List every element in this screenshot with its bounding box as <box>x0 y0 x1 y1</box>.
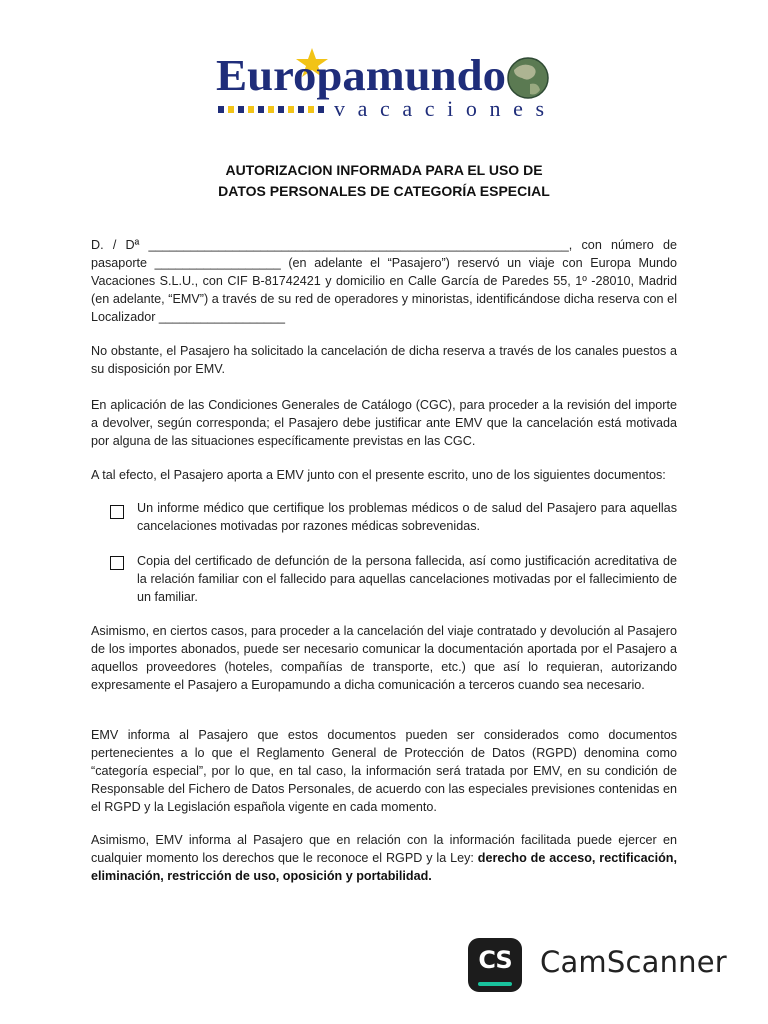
p1-line-2: pasaporte __________________ (en adelante el “Pasajero”) reservó un viaje con Europa Mundo <box>91 256 677 270</box>
checkbox-medical-report[interactable] <box>110 505 124 519</box>
paragraph-cgc: En aplicación de las Condiciones Generales de Catálogo (CGC), para proceder a la revisión del importe a devolver, según corresponda; el Pasajero debe justificar ante EMV que la cancelación está motivada por alguna de las situaciones específicamente previstas en las CGC. <box>91 398 677 448</box>
camscanner-accent-stripe <box>478 982 512 986</box>
document-title-line-1: AUTORIZACION INFORMADA PARA EL USO DE <box>225 162 543 178</box>
paragraph-documents-intro: A tal efecto, el Pasajero aporta a EMV junto con el presente escrito, uno de los siguientes documentos: <box>91 468 666 482</box>
camscanner-badge-text: CS <box>478 946 512 974</box>
paragraph-identification <box>91 236 677 326</box>
paragraph-rgpd: EMV informa al Pasajero que estos documentos pueden ser considerados como documentos pertenecientes a lo que el Reglamento General de Protección de Datos (RGPD) denomina como “categoría especial”, por lo que, en tal caso, la información será tratada por EMV, en su condición de Responsable del Fichero de Datos Personales, de acuerdo con las especiales previsiones contenidas en el RGPD y la Legislación española vigente en cada momento. <box>91 728 677 814</box>
globe-icon <box>508 58 548 98</box>
option-death-certificate: Copia del certificado de defunción de la persona fallecida, así como justificación acreditativa de la relación familiar con el fallecido para aquellas cancelaciones motivadas por el fallecimiento de un familiar. <box>137 554 677 604</box>
p1-line-1: D. / Dª ____________________________________________________________, con número de <box>91 238 677 252</box>
paragraph-rights <box>91 831 677 885</box>
rights-text: Asimismo, EMV informa al Pasajero que en relación con la información facilitada puede ejercer en cualquier momento los derechos que le reconoce el RGPD y la Ley: <box>91 833 677 865</box>
document-title-line-2: DATOS PERSONALES DE CATEGORÍA ESPECIAL <box>218 183 550 199</box>
paragraph-cancellation: No obstante, el Pasajero ha solicitado la cancelación de dicha reserva a través de los canales puestos a su disposición por EMV. <box>91 344 677 376</box>
p1-line-5: Localizador __________________ <box>91 310 285 324</box>
camscanner-logo-icon <box>468 938 522 992</box>
logo-decorative-squares <box>218 106 324 113</box>
p1-line-3: Vacaciones S.L.U., con CIF B-81742421 y domicilio en Calle García de Paredes 55, 1º -28010, Madrid <box>91 274 677 288</box>
p1-line-4: (en adelante, “EMV”) a través de su red de operadores y minoristas, identificándose dicha reserva con el <box>91 292 677 306</box>
rights-bold-text: derecho de acceso, rectificación, eliminación, restricción de uso, oposición y portabilidad. <box>91 851 677 883</box>
option-medical-report: Un informe médico que certifique los problemas médicos o de salud del Pasajero para aquellas cancelaciones motivadas por razones médicas sobrevenidas. <box>137 501 677 533</box>
camscanner-watermark <box>468 938 738 992</box>
europamundo-logo <box>214 46 550 122</box>
camscanner-name: CamScanner <box>540 945 727 979</box>
checkbox-death-certificate[interactable] <box>110 556 124 570</box>
paragraph-providers: Asimismo, en ciertos casos, para proceder a la cancelación del viaje contratado y devolución al Pasajero de los importes abonados, puede ser necesario comunicar la documentación aportada por el Pasajero a aquellos proveedores (hoteles, compañías de transporte, etc.) que así lo requieran, autorizando expresamente el Pasajero a Europamundo a dicha comunicación a terceros cuando sea necesario. <box>91 624 677 692</box>
logo-sub-text: vacaciones <box>334 96 544 121</box>
logo-brand-text: Europamundo <box>216 51 506 100</box>
